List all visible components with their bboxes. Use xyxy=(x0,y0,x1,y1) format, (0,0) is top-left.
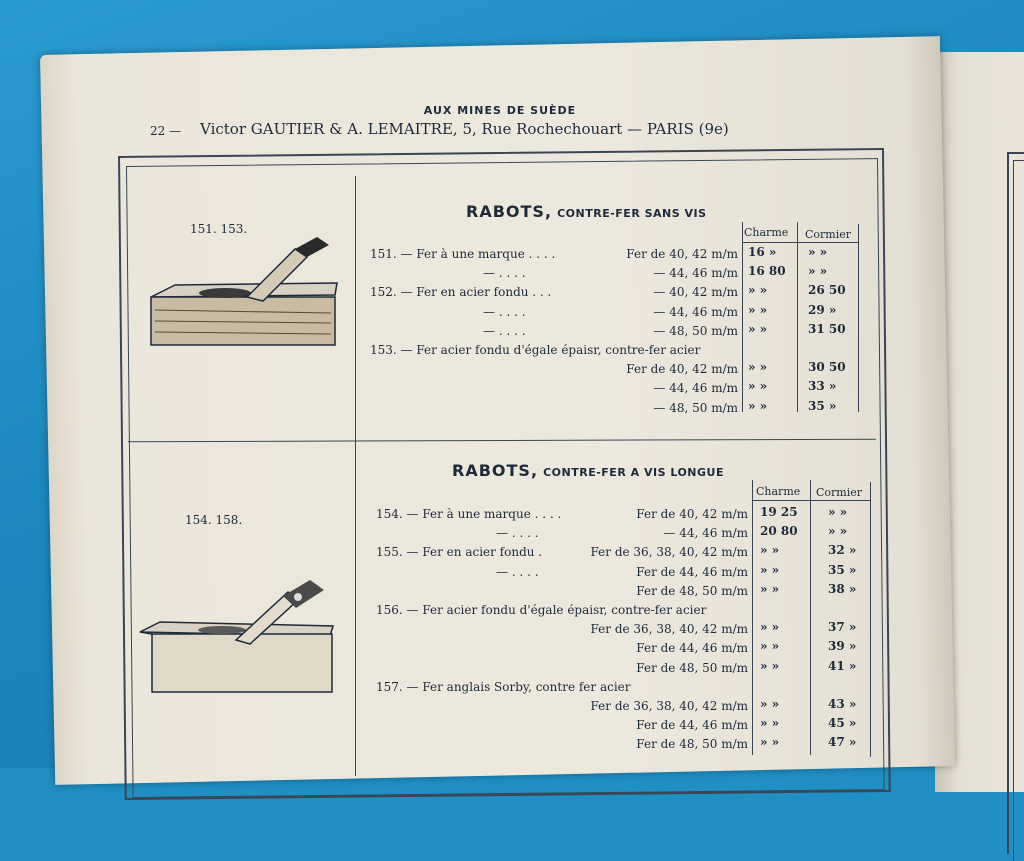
row-size: — 44, 46 m/m xyxy=(653,304,738,319)
row-price-charme: » » xyxy=(760,658,780,673)
row-size: — 48, 50 m/m xyxy=(653,400,738,415)
right-page-frame-inner xyxy=(1013,160,1024,861)
illustration-label-1: 151. 153. xyxy=(190,222,248,236)
row-description: 157. — Fer anglais Sorby, contre fer acier xyxy=(376,679,631,694)
row-price-charme: » » xyxy=(760,716,780,731)
row-price-cormier: » » xyxy=(828,524,848,539)
row-price-cormier: 29 » xyxy=(808,302,837,317)
row-price-charme: 16 80 xyxy=(748,264,786,279)
illustration-column-divider xyxy=(355,176,356,776)
row-price-cormier: 47 » xyxy=(828,735,857,750)
row-size: Fer de 48, 50 m/m xyxy=(636,660,748,675)
row-price-cormier: 37 » xyxy=(828,620,857,635)
row-size: Fer de 44, 46 m/m xyxy=(636,718,748,733)
shop-name: AUX MINES DE SUÈDE xyxy=(423,104,577,117)
row-price-charme: 19 25 xyxy=(760,505,798,519)
row-size: Fer de 48, 50 m/m xyxy=(636,737,748,752)
row-price-cormier: » » xyxy=(808,245,828,259)
section-title-main: RABOTS, xyxy=(452,461,539,480)
col-charme-2: Charme xyxy=(756,485,801,498)
row-price-charme: » » xyxy=(748,398,768,413)
row-price-cormier: 39 » xyxy=(828,639,857,654)
row-size: Fer de 48, 50 m/m xyxy=(636,583,748,598)
row-price-cormier: 31 50 xyxy=(808,321,846,336)
row-size: Fer de 40, 42 m/m xyxy=(636,507,748,521)
row-description: — . . . . xyxy=(483,323,526,338)
section-title-2 xyxy=(452,461,724,480)
row-price-cormier: 43 » xyxy=(828,697,857,711)
row-description: 153. — Fer acier fondu d'égale épaisr, contre-fer acier xyxy=(370,343,701,357)
row-price-cormier: 26 50 xyxy=(808,283,846,298)
illustration-label-2: 154. 158. xyxy=(185,513,243,527)
table-rule xyxy=(742,222,743,412)
address-line: Victor GAUTIER & A. LEMAITRE, 5, Rue Rochechouart — PARIS (9e) xyxy=(200,120,729,138)
table-rule xyxy=(797,222,798,412)
row-size: Fer de 40, 42 m/m xyxy=(626,247,738,261)
row-price-charme: » » xyxy=(760,620,780,635)
row-price-charme: » » xyxy=(760,543,780,558)
row-description: — . . . . xyxy=(496,526,539,541)
section-subtitle: CONTRE-FER A VIS LONGUE xyxy=(543,466,724,479)
row-price-charme: » » xyxy=(760,562,780,577)
row-price-charme: » » xyxy=(760,735,780,750)
row-price-cormier: 38 » xyxy=(828,581,857,596)
col-cormier-1: Cormier xyxy=(805,228,852,241)
table-rule xyxy=(858,224,859,412)
row-size: Fer de 40, 42 m/m xyxy=(626,362,738,377)
col-charme-1: Charme xyxy=(744,226,789,239)
row-price-cormier: » » xyxy=(828,505,848,519)
row-price-charme: 16 » xyxy=(748,245,777,259)
row-size: Fer de 36, 38, 40, 42 m/m xyxy=(590,545,748,560)
row-size: — 44, 46 m/m xyxy=(653,266,738,281)
row-price-charme: » » xyxy=(760,697,780,711)
row-price-charme: 20 80 xyxy=(760,524,798,539)
row-size: Fer de 44, 46 m/m xyxy=(636,564,748,579)
row-description: — . . . . xyxy=(483,304,526,319)
col-cormier-2: Cormier xyxy=(816,486,863,499)
row-price-charme: » » xyxy=(748,321,768,336)
row-size: — 44, 46 m/m xyxy=(653,381,738,396)
table-rule xyxy=(742,242,858,243)
row-price-cormier: 35 » xyxy=(808,398,837,413)
row-price-cormier: 30 50 xyxy=(808,360,846,375)
row-price-charme: » » xyxy=(760,581,780,596)
row-price-cormier: 41 » xyxy=(828,658,857,673)
table-rule xyxy=(752,480,753,755)
row-price-charme: » » xyxy=(748,302,768,317)
plane-illustration-1 xyxy=(145,235,345,350)
row-size: Fer de 36, 38, 40, 42 m/m xyxy=(590,699,748,713)
section-title-main: RABOTS, xyxy=(466,202,553,221)
row-description: 155. — Fer en acier fondu . xyxy=(376,545,543,560)
table-rule xyxy=(870,482,871,757)
section-subtitle: CONTRE-FER SANS VIS xyxy=(557,207,707,220)
row-description: — . . . . xyxy=(496,564,539,579)
row-size: Fer de 44, 46 m/m xyxy=(636,641,748,656)
row-description: 156. — Fer acier fondu d'égale épaisr, contre-fer acier xyxy=(376,603,707,617)
row-description: 154. — Fer à une marque . . . . xyxy=(376,507,562,521)
page-number: 22 — xyxy=(150,124,182,138)
row-description: 151. — Fer à une marque . . . . xyxy=(370,247,556,261)
row-price-cormier: 32 » xyxy=(828,543,857,558)
row-price-charme: » » xyxy=(760,639,780,654)
row-price-cormier: 45 » xyxy=(828,716,857,731)
row-price-cormier: » » xyxy=(808,264,828,279)
row-size: Fer de 36, 38, 40, 42 m/m xyxy=(590,622,748,637)
row-size: — 40, 42 m/m xyxy=(653,285,738,300)
row-price-charme: » » xyxy=(748,379,768,394)
row-description: — . . . . xyxy=(483,266,526,281)
row-size: — 44, 46 m/m xyxy=(663,526,748,541)
section-title-1 xyxy=(466,202,707,221)
table-rule xyxy=(810,480,811,755)
table-rule xyxy=(752,500,870,501)
plane-illustration-2 xyxy=(138,578,338,696)
row-description: 152. — Fer en acier fondu . . . xyxy=(370,285,552,300)
row-price-charme: » » xyxy=(748,283,768,298)
row-price-cormier: 33 » xyxy=(808,379,837,394)
row-price-cormier: 35 » xyxy=(828,562,857,577)
row-size: — 48, 50 m/m xyxy=(653,323,738,338)
row-price-charme: » » xyxy=(748,360,768,375)
